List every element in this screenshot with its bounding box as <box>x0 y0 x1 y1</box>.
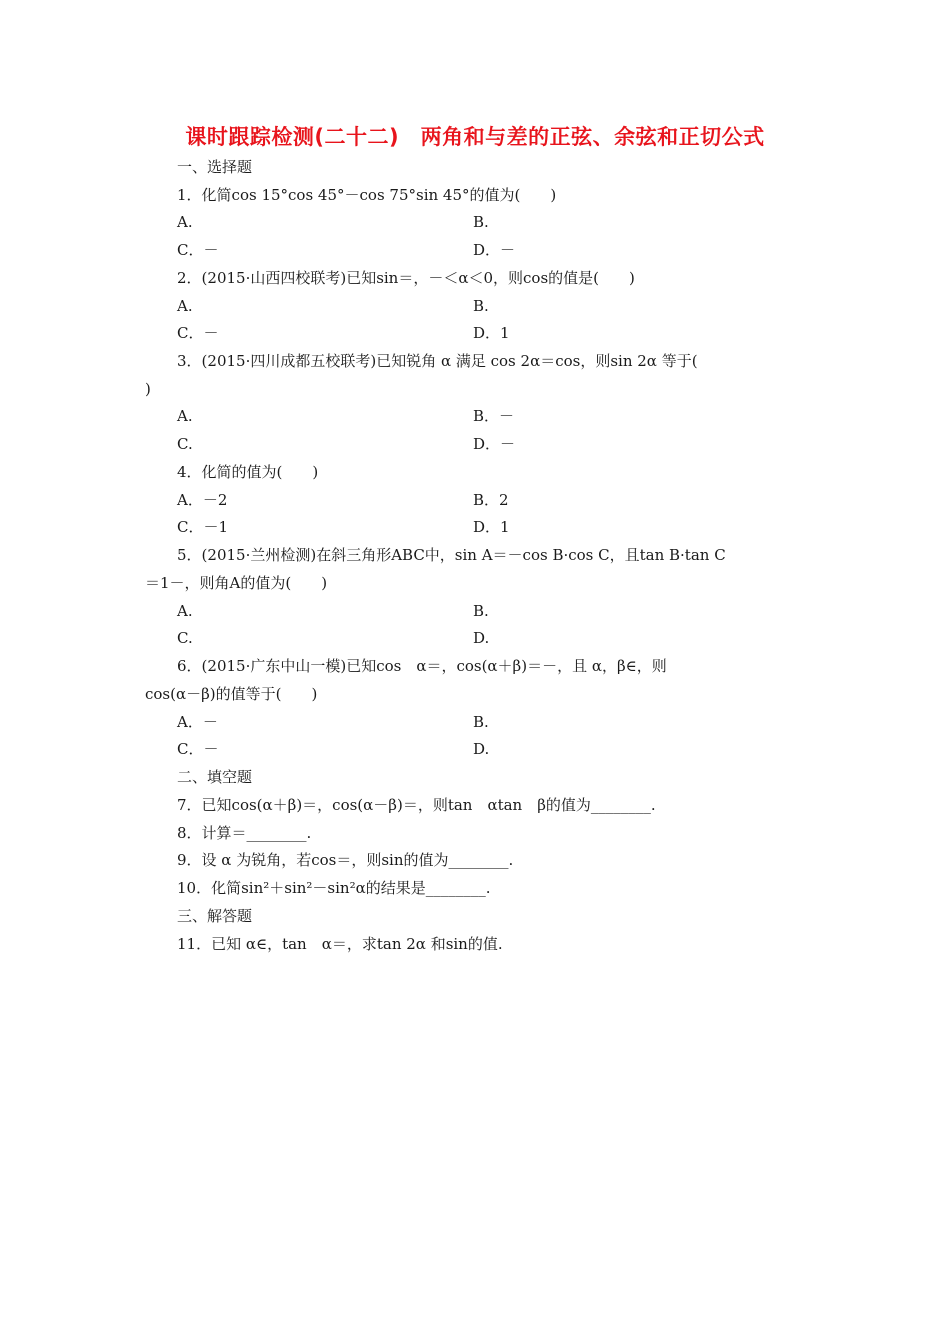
question-3-stem-continued: ) <box>145 380 151 398</box>
question-3-option-b: B．－ <box>473 407 515 425</box>
question-11: 11．已知 α∈，tan α＝，求tan 2α 和sin的值. <box>177 935 503 953</box>
question-2-option-b: B. <box>473 297 489 315</box>
question-2-stem: 2．(2015·山西四校联考)已知sin＝，－＜α＜0，则cos的值是( ) <box>177 269 635 287</box>
question-6-option-d: D. <box>473 740 490 758</box>
question-6-stem-continued: cos(α－β)的值等于( ) <box>145 685 318 703</box>
question-4-option-d: D．1 <box>473 518 510 536</box>
question-5-option-d: D. <box>473 629 490 647</box>
question-1-option-a: A. <box>177 213 193 231</box>
question-6-stem: 6．(2015·广东中山一模)已知cos α＝，cos(α＋β)＝－，且 α，β∈，则 <box>177 657 667 675</box>
question-1-option-b: B. <box>473 213 489 231</box>
question-4-stem: 4．化简的值为( ) <box>177 463 319 481</box>
question-1-option-d: D．－ <box>473 241 516 259</box>
section-heading-fill: 二、填空题 <box>177 768 253 786</box>
question-9: 9．设 α 为锐角，若cos＝，则sin的值为________. <box>177 851 514 869</box>
question-3-option-d: D．－ <box>473 435 516 453</box>
question-2-option-d: D．1 <box>473 324 510 342</box>
question-2-option-a: A. <box>177 297 193 315</box>
question-7: 7．已知cos(α＋β)＝，cos(α－β)＝，则tan αtan β的值为________. <box>177 796 656 814</box>
question-3-option-a: A. <box>177 407 193 425</box>
question-5-option-b: B. <box>473 602 489 620</box>
question-5-stem: 5．(2015·兰州检测)在斜三角形ABC中，sin A＝－cos B·cos C，且tan B·tan C <box>177 546 726 564</box>
question-1-option-c: C．－ <box>177 241 219 259</box>
question-6-option-b: B. <box>473 713 489 731</box>
question-3-option-c: C. <box>177 435 193 453</box>
question-8: 8．计算＝________. <box>177 824 312 842</box>
question-4-option-a: A．－2 <box>177 491 228 509</box>
page-title: 课时跟踪检测(二十二) 两角和与差的正弦、余弦和正切公式 <box>185 125 765 149</box>
question-6-option-c: C．－ <box>177 740 219 758</box>
question-5-stem-continued: ＝1－，则角A的值为( ) <box>145 574 328 592</box>
question-4-option-c: C．－1 <box>177 518 229 536</box>
question-5-option-a: A. <box>177 602 193 620</box>
question-6-option-a: A．－ <box>177 713 218 731</box>
question-1-stem: 1．化简cos 15°cos 45°－cos 75°sin 45°的值为( ) <box>177 186 557 204</box>
question-3-stem: 3．(2015·四川成都五校联考)已知锐角 α 满足 cos 2α＝cos，则sin 2α 等于( <box>177 352 698 370</box>
question-10: 10．化简sin²＋sin²－sin²α的结果是________. <box>177 879 491 897</box>
question-2-option-c: C．－ <box>177 324 219 342</box>
question-4-option-b: B．2 <box>473 491 509 509</box>
section-heading-choice: 一、选择题 <box>177 158 253 176</box>
question-5-option-c: C. <box>177 629 193 647</box>
section-heading-solve: 三、解答题 <box>177 907 253 925</box>
